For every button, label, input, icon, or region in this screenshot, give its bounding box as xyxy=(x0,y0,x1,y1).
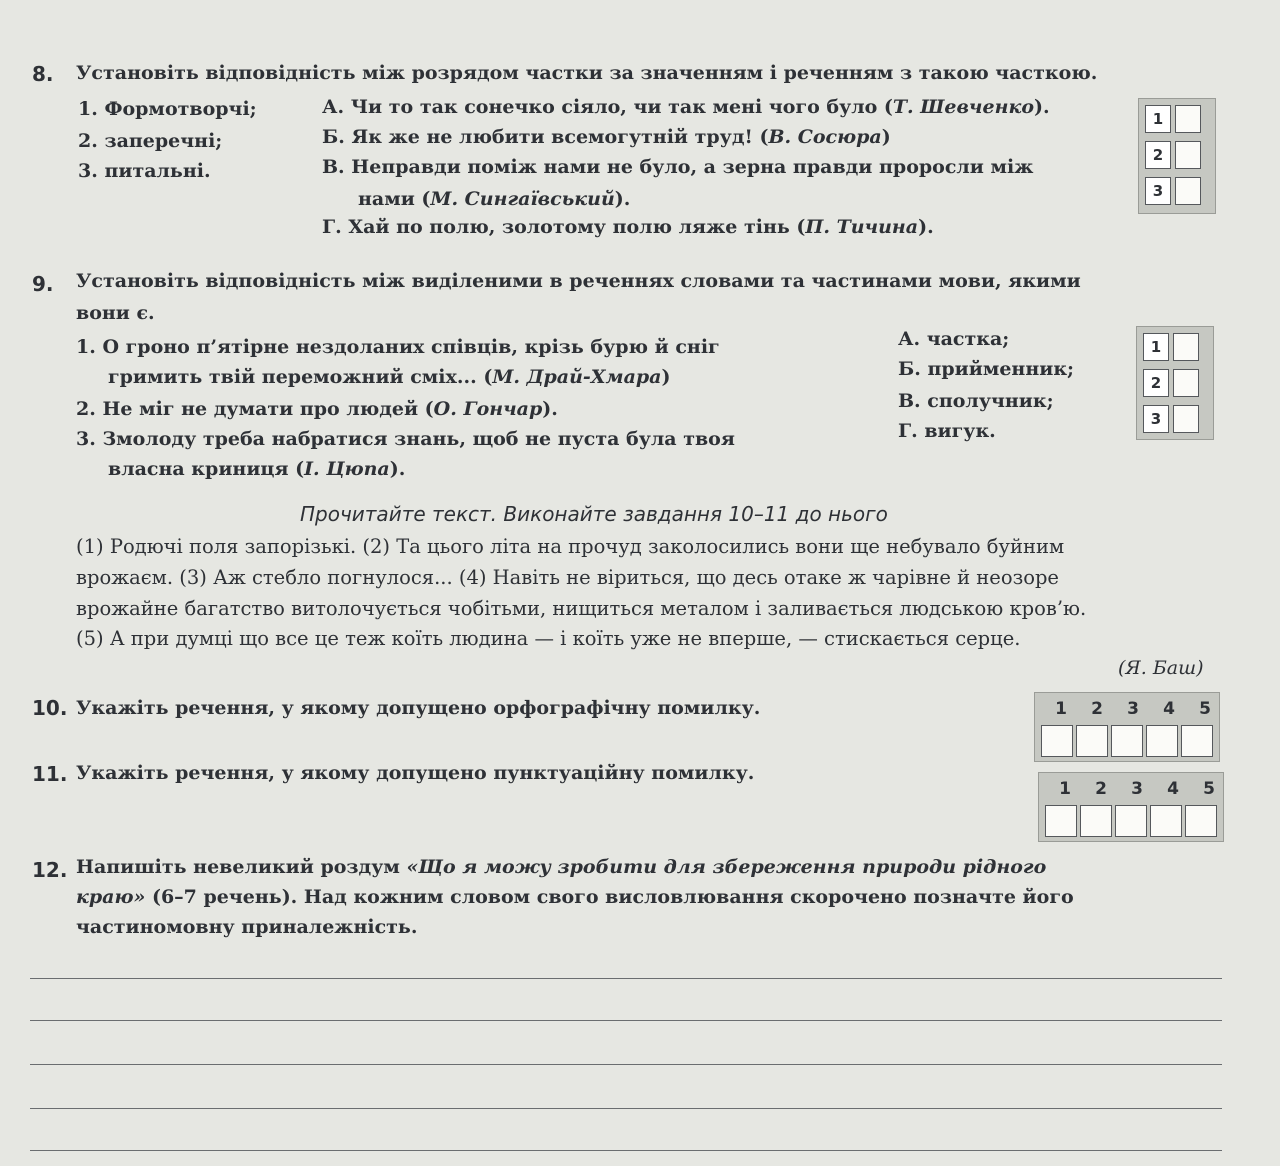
answer-line-4[interactable] xyxy=(30,1108,1222,1109)
q9-number: 9. xyxy=(32,272,54,296)
q9-title-line1: Установіть відповідність між виділеними в реченнях словами та частинами мови, якими xyxy=(76,270,1081,292)
q9-sentence-2: 2. Не міг не думати про людей (О. Гончар). xyxy=(76,398,558,420)
q10-choice-label-3: 3 xyxy=(1127,699,1139,719)
q10-choice-label-1: 1 xyxy=(1055,699,1067,719)
q11-choice-label-1: 1 xyxy=(1059,779,1071,799)
reading-line-2: врожаєм. (3) Аж стебло погнулося... (4) Навіть не віриться, що десь отаке ж чарівне й неозоре xyxy=(76,566,1059,589)
q8-answer-label-2: 2 xyxy=(1145,141,1171,169)
q9-answer-box-3[interactable] xyxy=(1173,405,1199,433)
q8-option-b: Б. Як же не любити всемогутній труд! (В. Сосюра) xyxy=(322,126,891,148)
q9-option-a: А. частка; xyxy=(898,328,1010,350)
q12-text-line3: частиномовну приналежність. xyxy=(76,916,418,938)
reading-line-3: врожайне багатство витолочується чобітьми, нищиться металом і заливається людською кров’ю. xyxy=(76,597,1087,620)
q11-answer-box-3[interactable] xyxy=(1115,805,1147,837)
q10-number: 10. xyxy=(32,696,68,720)
reading-line-1: (1) Родючі поля запорізькі. (2) Та цього літа на прочуд заколосились вони ще небувало буйним xyxy=(76,535,1065,558)
q9-answer-box-1[interactable] xyxy=(1173,333,1199,361)
q9-sentence-3: 3. Змолоду треба набратися знань, щоб не пуста була твоя xyxy=(76,428,735,450)
q10-answer-box-5[interactable] xyxy=(1181,725,1213,757)
reading-instruction: Прочитайте текст. Виконайте завдання 10–11 до нього xyxy=(300,502,888,526)
q9-option-b: Б. прийменник; xyxy=(898,358,1075,380)
q8-answer-box-1[interactable] xyxy=(1175,105,1201,133)
q8-left-item-1: 1. Формотворчі; xyxy=(78,98,257,120)
answer-line-2[interactable] xyxy=(30,1020,1222,1021)
q9-option-v: В. сполучник; xyxy=(898,390,1054,412)
reading-line-4: (5) А при думці що все це теж коїть людина — і коїть уже не вперше, — стискається серце. xyxy=(76,627,1021,650)
q10-answer-box-2[interactable] xyxy=(1076,725,1108,757)
q9-answer-box-2[interactable] xyxy=(1173,369,1199,397)
q8-answer-label-1: 1 xyxy=(1145,105,1171,133)
q9-title-line2: вони є. xyxy=(76,302,155,324)
q11-choice-label-4: 4 xyxy=(1167,779,1179,799)
q9-answer-grid xyxy=(1136,326,1214,440)
q9-sentence-3-line2: власна криниця (І. Цюпа). xyxy=(108,458,406,480)
q9-answer-label-1: 1 xyxy=(1143,333,1169,361)
q10-text: Укажіть речення, у якому допущено орфографічну помилку. xyxy=(76,697,761,719)
q8-answer-grid xyxy=(1138,98,1216,214)
answer-line-5[interactable] xyxy=(30,1150,1222,1151)
q8-option-v-line2: нами (М. Сингаївський). xyxy=(358,188,631,210)
q11-answer-grid xyxy=(1038,772,1224,842)
q8-number: 8. xyxy=(32,62,54,86)
answer-line-1[interactable] xyxy=(30,978,1222,979)
q10-answer-box-1[interactable] xyxy=(1041,725,1073,757)
q8-option-g: Г. Хай по полю, золотому полю ляже тінь (П. Тичина). xyxy=(322,216,934,238)
q8-left-item-2: 2. заперечні; xyxy=(78,130,223,152)
q10-answer-box-3[interactable] xyxy=(1111,725,1143,757)
q9-sentence-1-line2: гримить твій переможний сміх... (М. Драй-Хмара) xyxy=(108,366,671,388)
q11-choice-label-3: 3 xyxy=(1131,779,1143,799)
q8-title: Установіть відповідність між розрядом частки за значенням і реченням з такою часткою. xyxy=(76,62,1098,84)
q8-option-v-line1: В. Неправди поміж нами не було, а зерна правди проросли між xyxy=(322,156,1034,178)
q11-answer-box-5[interactable] xyxy=(1185,805,1217,837)
q8-answer-box-2[interactable] xyxy=(1175,141,1201,169)
q11-answer-box-1[interactable] xyxy=(1045,805,1077,837)
q11-answer-box-4[interactable] xyxy=(1150,805,1182,837)
q11-choice-label-5: 5 xyxy=(1203,779,1215,799)
q9-option-g: Г. вигук. xyxy=(898,420,996,442)
q11-choice-label-2: 2 xyxy=(1095,779,1107,799)
q10-choice-label-2: 2 xyxy=(1091,699,1103,719)
q8-left-item-3: 3. питальні. xyxy=(78,160,211,182)
q12-number: 12. xyxy=(32,858,68,882)
q9-answer-label-2: 2 xyxy=(1143,369,1169,397)
q9-sentence-1: 1. О гроно п’ятірне нездоланих співців, крізь бурю й сніг xyxy=(76,336,720,358)
q10-choice-label-4: 4 xyxy=(1163,699,1175,719)
reading-author: (Я. Баш) xyxy=(1118,657,1204,679)
q9-answer-label-3: 3 xyxy=(1143,405,1169,433)
q10-choice-label-5: 5 xyxy=(1199,699,1211,719)
q11-answer-box-2[interactable] xyxy=(1080,805,1112,837)
answer-line-3[interactable] xyxy=(30,1064,1222,1065)
q10-answer-box-4[interactable] xyxy=(1146,725,1178,757)
q10-answer-grid xyxy=(1034,692,1220,762)
q12-text-line2: краю» (6–7 речень). Над кожним словом свого висловлювання скорочено позначте його xyxy=(76,886,1074,908)
q8-answer-box-3[interactable] xyxy=(1175,177,1201,205)
q12-text-line1: Напишіть невеликий роздум «Що я можу зробити для збереження природи рідного xyxy=(76,856,1047,878)
q8-answer-label-3: 3 xyxy=(1145,177,1171,205)
q8-option-a: А. Чи то так сонечко сіяло, чи так мені чого було (Т. Шевченко). xyxy=(322,96,1050,118)
q11-text: Укажіть речення, у якому допущено пунктуаційну помилку. xyxy=(76,762,755,784)
q11-number: 11. xyxy=(32,762,68,786)
